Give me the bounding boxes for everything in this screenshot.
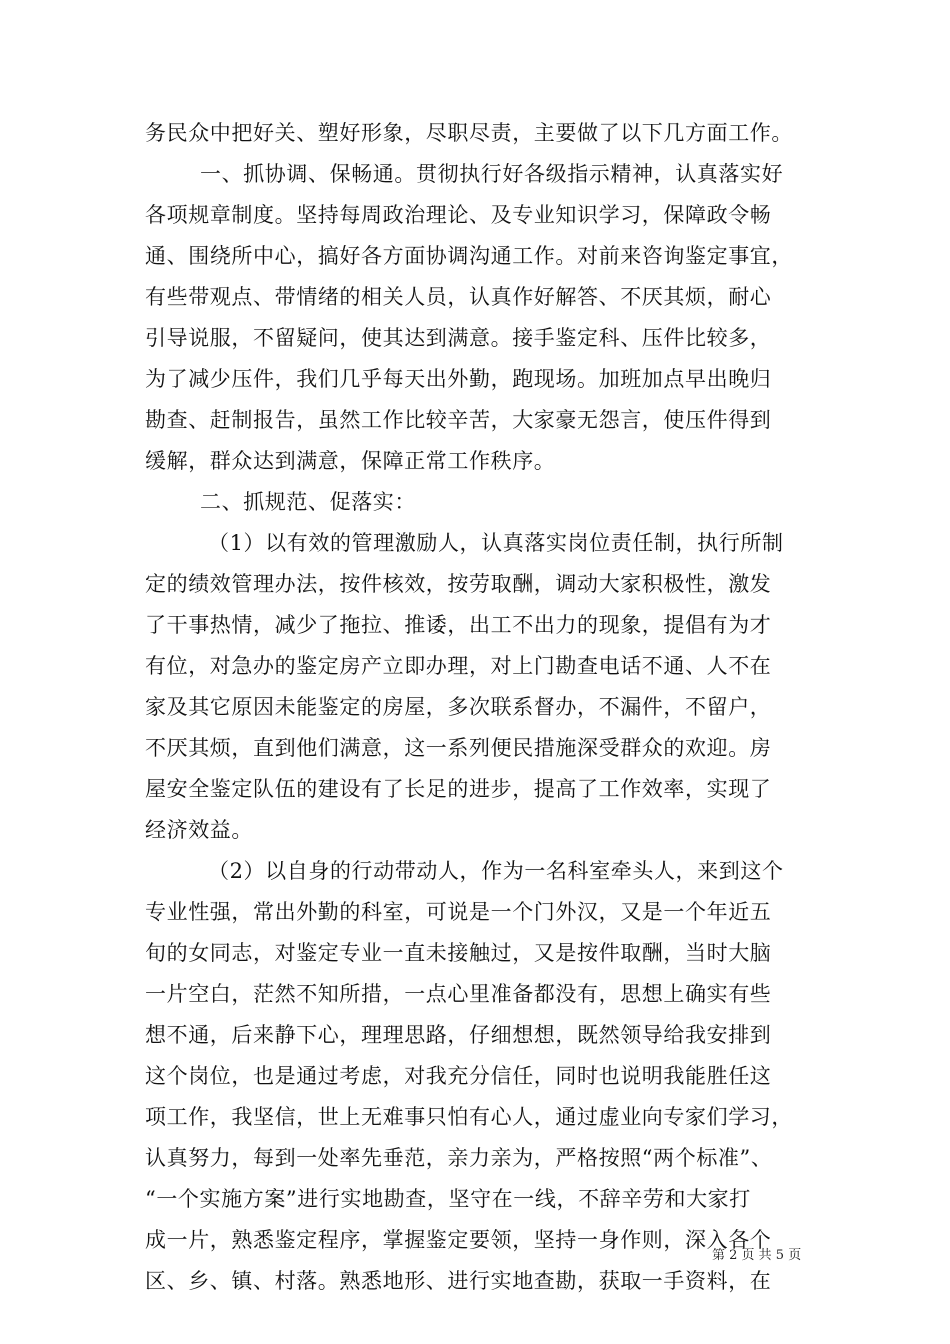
paragraph-line: 定的绩效管理办法，按件核效，按劳取酬，调动大家积极性，激发: [145, 572, 772, 596]
paragraph-line: 不厌其烦，直到他们满意，这一系列便民措施深受群众的欢迎。房: [145, 736, 772, 760]
paragraph-line: 缓解，群众达到满意，保障正常工作秩序。: [145, 449, 556, 473]
paragraph-line: 专业性强，常出外勤的科室，可说是一个门外汉，又是一个年近五: [145, 900, 772, 924]
paragraph-line: 有位，对急办的鉴定房产立即办理，对上门勘查电话不通、人不在: [145, 654, 772, 678]
page-number-footer: 第 2 页 共 5 页: [712, 1248, 802, 1263]
paragraph-line: 务民众中把好关、塑好形象，尽职尽责，主要做了以下几方面工作。: [145, 121, 793, 145]
paragraph-line: 项工作，我坚信，世上无难事只怕有心人，通过虚业向专家们学习，: [145, 1105, 793, 1129]
paragraph-line: 屋安全鉴定队伍的建设有了长足的进步，提高了工作效率，实现了: [145, 777, 772, 801]
paragraph-line: （2）以自身的行动带动人，作为一名科室牵头人，来到这个: [208, 859, 784, 883]
paragraph-line: 为了减少压件，我们几乎每天出外勤，跑现场。加班加点早出晚归: [145, 367, 772, 391]
section-heading: 二、抓规范、促落实：: [200, 490, 416, 514]
paragraph-line: 区、乡、镇、村落。熟悉地形、进行实地查勘，获取一手资料，在: [145, 1269, 772, 1293]
paragraph-line: 了干事热情，减少了拖拉、推诿，出工不出力的现象，提倡有为才: [145, 613, 772, 637]
paragraph-line: 成一片，熟悉鉴定程序，掌握鉴定要领，坚持一身作则，深入各个: [145, 1228, 772, 1252]
paragraph-line: “一个实施方案”进行实地勘查，坚守在一线，不辞辛劳和大家打: [145, 1187, 751, 1211]
paragraph-line: 一、抓协调、保畅通。贯彻执行好各级指示精神，认真落实好: [200, 162, 784, 186]
paragraph-line: 这个岗位，也是通过考虑，对我充分信任，同时也说明我能胜任这: [145, 1064, 772, 1088]
paragraph-line: 有些带观点、带情绪的相关人员，认真作好解答、不厌其烦，耐心: [145, 285, 772, 309]
paragraph-line: 认真努力，每到一处率先垂范，亲力亲为，严格按照“两个标准”、: [145, 1146, 773, 1170]
paragraph-line: 家及其它原因未能鉴定的房屋，多次联系督办，不漏件，不留户，: [145, 695, 772, 719]
paragraph-line: 想不通，后来静下心，理理思路，仔细想想，既然领导给我安排到: [145, 1023, 772, 1047]
paragraph-line: 勘查、赶制报告，虽然工作比较辛苦，大家豪无怨言，使压件得到: [145, 408, 772, 432]
paragraph-line: 经济效益。: [145, 818, 253, 842]
paragraph-line: 各项规章制度。坚持每周政治理论、及专业知识学习，保障政令畅: [145, 203, 772, 227]
paragraph-line: 通、围绕所中心，搞好各方面协调沟通工作。对前来咨询鉴定事宜，: [145, 244, 793, 268]
paragraph-line: （1）以有效的管理激励人，认真落实岗位责任制，执行所制: [208, 531, 784, 555]
paragraph-line: 引导说服，不留疑问，使其达到满意。接手鉴定科、压件比较多，: [145, 326, 772, 350]
paragraph-line: 一片空白，茫然不知所措，一点心里准备都没有，思想上确实有些: [145, 982, 772, 1006]
paragraph-line: 旬的女同志，对鉴定专业一直未接触过，又是按件取酬，当时大脑: [145, 941, 772, 965]
